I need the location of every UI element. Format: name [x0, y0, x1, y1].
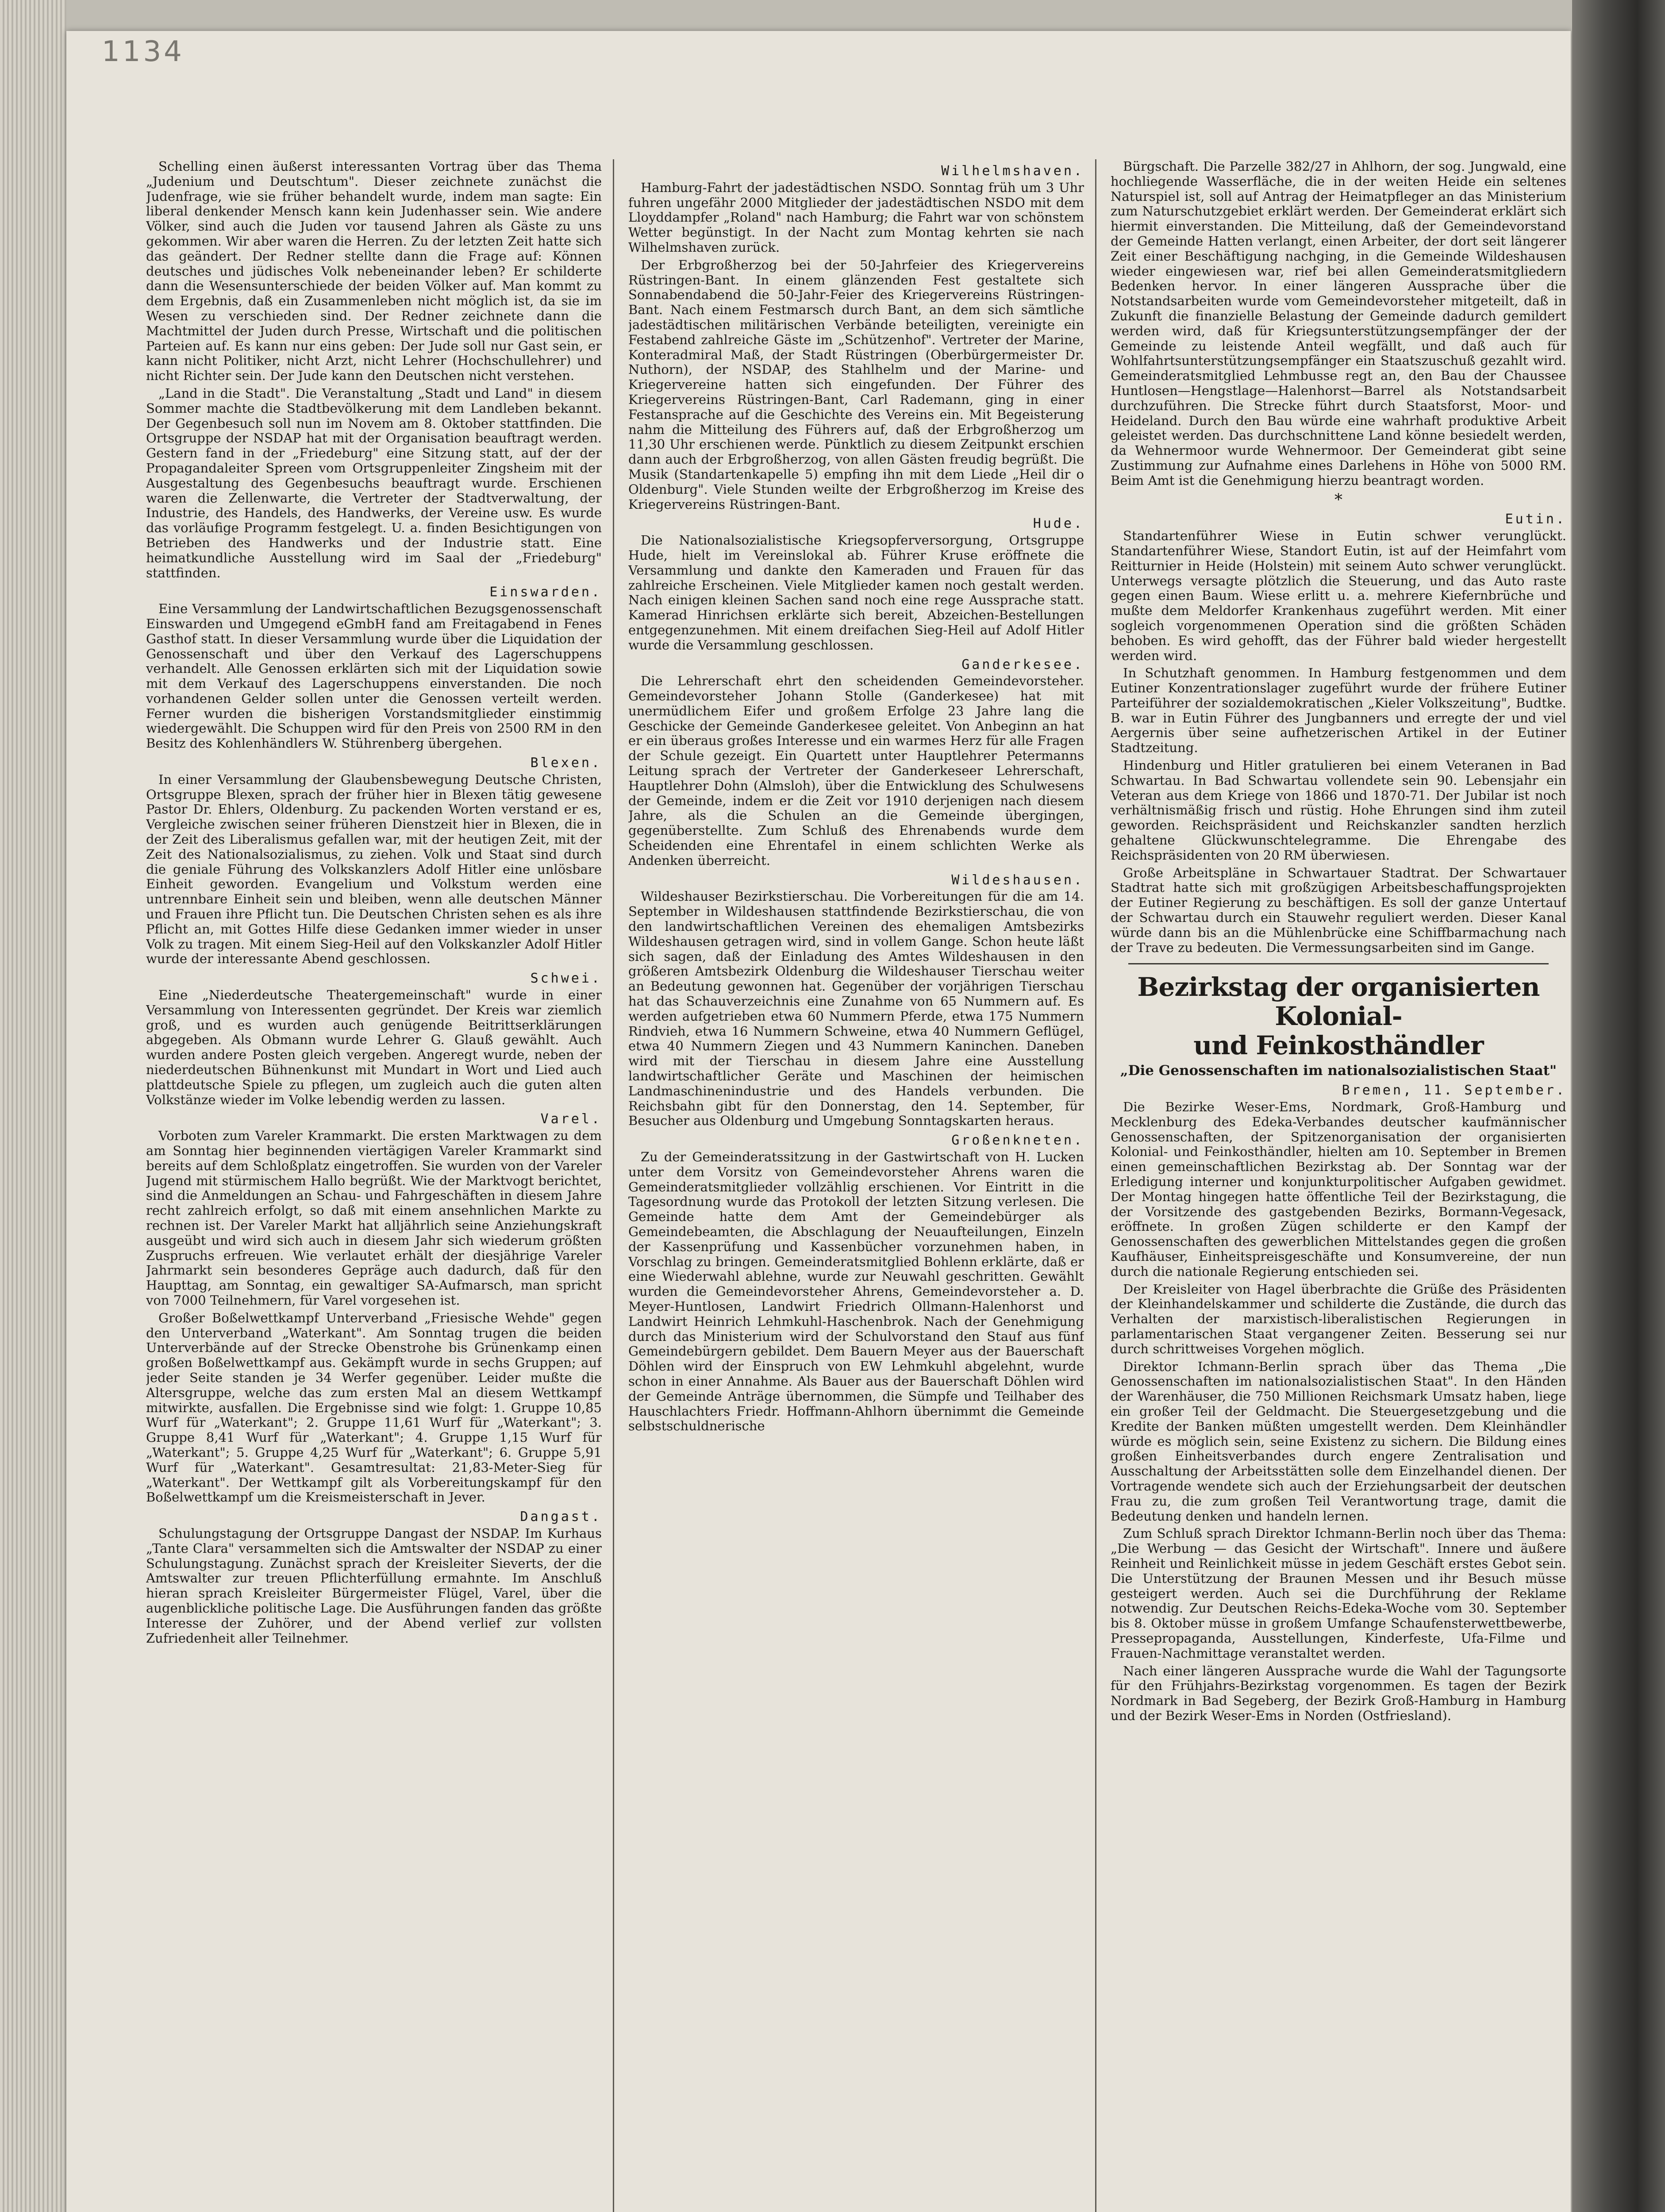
subheadline-genossenschaften: „Die Genossenschaften im nationalsozialistischen Staat"	[1120, 1063, 1557, 1079]
article-hindenburg: Hindenburg und Hitler gratulieren bei einem Veteranen in Bad Schwartau. In Bad Schwartau vollendete sein 90. Lebensjahr ein Veteran aus dem Kriege von 1866 und 1870-71. Der Jubilar ist noch verhältnismäßig frisch und rüstig. Hohe Ehrungen sind ihm zuteil geworden. Reichspräsident und Reichskanzler sandten herzlich gehaltene Glückwunschtelegramme. Die Ehrengabe des Reichspräsidenten von 20 RM überwiesen.	[1111, 758, 1566, 863]
headline-line-2: und Feinkosthändler	[1193, 1030, 1484, 1061]
dateline-schwei: Schwei.	[530, 971, 602, 987]
article-judentum: Schelling einen äußerst interessanten Vortrag über das Thema „Judenium und Deutschtum". Dieser zeichnete zunächst die Judenfrage, wie sie früher behandelt wurde, indem man sagte: Ein liberal denkender Mensch kann kein Judenhasser sein. Wie andere Völker, sind auch die Juden vor tausend Jahren als Gäste zu uns gekommen. Wir aber waren die Herren. Zu der letzten Zeit hatte sich das geändert. Der Redner stellte dann die Frage auf: Können deutsches und jüdisches Volk nebeneinander leben? Er schilderte dann die Wesensunterschiede der beiden Völker auf. Man kommt zu dem Ergebnis, daß ein Zusammenleben nicht möglich ist, da sie im Wesen zu verschieden sind. Der Redner zeichnete dann die Machtmittel der Juden durch Presse, Wirtschaft und die politischen Parteien auf. Es kann nur eins geben: Der Jude soll nur Gast sein, er kann nicht Politiker, nicht Arzt, nicht Lehrer (Hochschullehrer) und nicht Richter sein. Der Jude kann den Deutschen nicht verstehen.	[146, 159, 602, 384]
article-bremen-2: Der Kreisleiter von Hagel überbrachte die Grüße des Präsidenten der Kleinhandelskammer und schilderte die Zustände, die durch das Verhalten der marxistisch-liberalistischen Regierungen in parlamentarischen Staat vergangener Zeiten. Besserung sei nur durch schrittweises Vorgehen möglich.	[1111, 1281, 1566, 1356]
article-buergschaft: Bürgschaft. Die Parzelle 382/27 in Ahlhorn, der sog. Jungwald, eine hochliegende Wasserfläche, die in der weiten Heide ein seltenes Naturspiel ist, soll auf Antrag der Heimatpfleger an das Ministerium zum Naturschutzgebiet erklärt werden. Der Gemeinderat erklärt sich hiermit einverstanden. Die Mitteilung, daß der Gemeindevorstand der Gemeinde Hatten verlangt, einen Arbeiter, der dort seit längerer Zeit einer Beschäftigung nachging, in die Gemeinde Wildeshausen wieder eingewiesen war, rief bei allen Gemeinderatsmitgliedern Bedenken hervor. In einer längeren Aussprache über die Notstandsarbeiten wurde vom Gemeindevorsteher mitgeteilt, daß in Zukunft die finanzielle Belastung der Gemeinde dadurch gemildert werden wird, daß für Kriegsunterstützungsempfänger der der Gemeinde zu leistende Anteil wegfällt, und daß auch für Wohlfahrtsunterstützungsempfänger ein Staatszuschuß gezahlt wird. Gemeinderatsmitglied Lehmbusse regt an, den Bau der Chaussee Huntlosen—Hengstlage—Halenhorst—Barrel als Notstandsarbeit durchzuführen. Die Strecke führt durch Staatsforst, Moor- und Heideland. Durch den Bau würde eine wahrhaft produktive Arbeit geleistet werden. Das durchschnittene Land könne besiedelt werden, da Wehnermoor wurde Wehnermoor. Der Gemeinderat gibt seine Zustimmung zur Aufnahme eines Darlehens in Höhe von 5000 RM. Beim Amt ist die Genehmigung hierzu beantragt worden.	[1111, 159, 1566, 488]
article-dangast: Schulungstagung der Ortsgruppe Dangast der NSDAP. Im Kurhaus „Tante Clara" versammelten sich die Amtswalter der NSDAP zu einer Schulungstagung. Zunächst sprach der Kreisleiter Sieverts, der die Amtswalter zur treuen Pflichterfüllung ermahnte. Im Anschluß hieran sprach Kreisleiter Bürgermeister Flügel, Varel, über die augenblickliche politische Lage. Die Ausführungen fanden das größte Interesse der Zuhörer, und der Abend verlief zur vollsten Zufriedenheit aller Teilnehmer.	[146, 1525, 602, 1646]
dateline-dangast: Dangast.	[520, 1509, 602, 1525]
dateline-wildeshausen: Wildeshausen.	[951, 872, 1084, 888]
headline-separator	[1128, 963, 1549, 964]
article-bremen-3: Direktor Ichmann-Berlin sprach über das Thema „Die Genossenschaften im nationalsozialistischen Staat". In den Händen der Warenhäuser, die 750 Millionen Reichsmark Umsatz haben, liege ein großer Teil der Geldmacht. Die Steuergesetzgebung und die Kredite der Banken müßten umgestellt werden. Dem Kleinhändler würde es möglich sein, seine Existenz zu sichern. Die Bildung eines großen Einheitsverbandes durch engere Zentralisation und Ausschaltung der Arbeitsstätten solle dem Einzelhandel dienen. Der Vortragende wendete sich auch der Erziehungsarbeit der deutschen Frau zu, die zum großen Teil Verantwortung trage, damit die Bedeutung denken und handeln lernen.	[1111, 1359, 1566, 1524]
article-hamburg-fahrt: Hamburg-Fahrt der jadestädtischen NSDO. Sonntag früh um 3 Uhr fuhren ungefähr 2000 Mitglieder der jadestädtischen NSDO mit dem Lloyddampfer „Roland" nach Hamburg; die Fahrt war von schönstem Wetter begünstigt. In der Nacht zum Montag kehrten sie nach Wilhelmshaven zurück.	[628, 180, 1084, 255]
article-schwei: Eine „Niederdeutsche Theatergemeinschaft" wurde in einer Versammlung von Interessenten gegründet. Der Kreis war ziemlich groß, und es wurden auch genügende Beitrittserklärungen abgegeben. Als Obmann wurde Lehrer G. Glauß gewählt. Auch wurden andere Posten gleich vergeben. Angeregt wurde, neben der niederdeutschen Bühnenkunst mit Mundart in Wort und Lied auch plattdeutsche Spiele zu pflegen, um zugleich auch die guten alten Volkstänze wieder im Volke lebendig werden zu lassen.	[146, 987, 602, 1107]
article-grossenkneten: Zu der Gemeinderatssitzung in der Gastwirtschaft von H. Lucken unter dem Vorsitz von Gemeindevorsteher Ahrens waren die Gemeinderatsmitglieder vollzählig erschienen. Vor Eintritt in die Tagesordnung wurde das Protokoll der letzten Sitzung verlesen. Die Gemeinde hatte dem Amt der Gemeindebürger als Gemeindebeamten, die Abschlagung der Neuaufteilungen, Einzeln der Kassenprüfung und Kassenbücher vorzunehmen haben, in Vorschlag zu bringen. Gemeinderatsmitglied Bohlenn erklärte, daß er eine Wiederwahl ablehne, wurde zur Neuwahl geschritten. Gewählt wurden die Gemeindevorsteher Ahrens, Gemeindevorsteher a. D. Meyer-Huntlosen, Landwirt Friedrich Ollmann-Halenhorst und Landwirt Heinrich Lehmkuhl-Haschenbrok. Nach der Genehmigung durch das Ministerium wird der Schulvorstand den Stauf aus fünf Gemeindebürgern gebildet. Dem Bauern Meyer aus der Bauerschaft Döhlen wird der Einspruch von EW Lehmkuhl abgelehnt, wurde schon in einer Annahme. Als Bauer aus der Bauerschaft Döhlen wird der Gemeinde Anträge übernommen, die Sümpfe und Teilhaber des Hauschlachters Friedr. Hoffmann-Ahlhorn übernimmt die Gemeinde selbstschuldnerische	[628, 1149, 1084, 1434]
article-ganderkesee: Die Lehrerschaft ehrt den scheidenden Gemeindevorsteher. Gemeindevorsteher Johann Stolle (Ganderkesee) hat mit unermüdlichem Eifer und großem Erfolge 23 Jahre lang die Geschicke der Gemeinde Ganderkesee geleitet. Von Anbeginn an hat er ein überaus großes Interesse und ein warmes Herz für alle Fragen der Schule gezeigt. Ein Quartett unter Hauptlehrer Petermanns Leitung sprach der Vertreter der Ganderkeseer Lehrerschaft, Hauptlehrer Dohn (Almsloh), über die Entwicklung des Schulwesens der Gemeinde, indem er die Zeit vor 1910 derjenigen nach diesem Jahre, als die Schulen an die Gemeinde übergingen, gegenüberstellte. Zum Schluß des Ehrenabends wurde dem Scheidenden eine Ehrentafel in einem schlichten Werke als Andenken überreicht.	[628, 673, 1084, 868]
article-wildeshausen: Wildeshauser Bezirkstierschau. Die Vorbereitungen für die am 14. September in Wildeshausen stattfindende Bezirkstierschau, die von den landwirtschaftlichen Vereinen des ehemaligen Amtsbezirks Wildeshausen getragen wird, sind in vollem Gange. Schon heute läßt sich sagen, daß der Einladung des Amtes Wildeshausen in den größeren Amtsbezirk Oldenburg die Wildeshauser Tierschau weiter an Bedeutung gewonnen hat. Gegenüber der vorjährigen Tierschau hat das Schauverzeichnis eine Zunahme von 65 Nummern auf. Es werden aufgetrieben etwa 60 Nummern Pferde, etwa 175 Nummern Rindvieh, etwa 16 Nummern Schweine, etwa 40 Nummern Geflügel, etwa 40 Nummern Ziegen und 43 Nummern Kaninchen. Daneben wird mit der Tierschau in diesem Jahre eine Ausstellung landwirtschaftlicher Geräte und Maschinen der heimischen Landmaschinenindustrie und des Handels verbunden. Die Reichsbahn gibt für den Donnerstag, den 14. September, für Besucher aus Oldenburg und Umgebung Sonntagskarten heraus.	[628, 889, 1084, 1129]
article-schutzhaft: In Schutzhaft genommen. In Hamburg festgenommen und dem Eutiner Konzentrationslager zugeführt wurde der frühere Eutiner Parteiführer der sozialdemokratischen „Kieler Volkszeitung", Budtke. B. war in Eutin Führer des Jungbanners und erregte der und viel Aergernis über seine aufhetzerischen Artikel in der Eutiner Stadtzeitung.	[1111, 665, 1566, 756]
article-bosseln: Großer Boßelwettkampf Unterverband „Friesische Wehde" gegen den Unterverband „Waterkant". Am Sonntag trugen die beiden Unterverbände auf der Strecke Obenstrohe bis Grünenkamp einen großen Boßelwettkampf aus. Gekämpft wurde in sechs Gruppen; auf jeder Seite standen je 34 Werfer gegenüber. Leider mußte die Altersgruppe, welche das zum ersten Mal an diesem Wettkampf mitwirkte, ausfallen. Die Ergebnisse sind wie folgt: 1. Gruppe 10,85 Wurf für „Waterkant"; 2. Gruppe 11,61 Wurf für „Waterkant"; 3. Gruppe 8,41 Wurf für „Waterkant"; 4. Gruppe 1,15 Wurf für „Waterkant"; 5. Gruppe 4,25 Wurf für „Waterkant"; 6. Gruppe 5,91 Wurf für „Waterkant". Gesamtresultat: 21,83-Meter-Sieg für „Waterkant". Der Wettkampf gilt als Vorbereitungskampf für den Boßelwettkampf um die Kreismeisterschaft in Jever.	[146, 1310, 602, 1505]
dateline-eutin: Eutin.	[1505, 511, 1566, 527]
column-rule-2	[1095, 159, 1096, 2212]
column-3	[1111, 159, 1566, 2212]
dateline-einswarden: Einswarden.	[489, 584, 602, 600]
column-2	[628, 159, 1084, 2212]
article-varel: Vorboten zum Vareler Krammarkt. Die ersten Marktwagen zu dem am Sonntag hier beginnenden viertägigen Vareler Krammarkt sind bereits auf dem Schloßplatz eingetroffen. Sie wurden von der Vareler Jugend mit stürmischem Hallo begrüßt. Wie der Marktvogt berichtet, sind die Anmeldungen an Schau- und Fahrgeschäften in diesem Jahre recht zahlreich erfolgt, so daß mit einem ansehnlichen Markte zu rechnen ist. Der Vareler Markt hat alljährlich seine Anziehungskraft ausgeübt und wird sich auch in diesem Jahr sich wiederum größten Zuspruchs erfreuen. Wie verlautet erhält der diesjährige Vareler Jahrmarkt sein besonderes Gepräge auch dadurch, daß für den Haupttag, am Sonntag, ein gewaltiger SA-Aufmarsch, man spricht von 7000 Teilnehmern, für Varel vorgesehen ist.	[146, 1128, 602, 1308]
dateline-bremen: Bremen, 11. September.	[1342, 1083, 1566, 1098]
dateline-grossenkneten: Großenkneten.	[951, 1133, 1084, 1148]
headline-line-1: Bezirkstag der organisierten Kolonial-	[1137, 972, 1540, 1032]
dateline-blexen: Blexen.	[530, 755, 602, 771]
article-blexen: In einer Versammlung der Glaubensbewegung Deutsche Christen, Ortsgruppe Blexen, sprach der früher hier in Blexen tätig gewesene Pastor Dr. Ehlers, Oldenburg. Zu packenden Worten verstand er es, Vergleiche zwischen seiner früheren Dienstzeit hier in Blexen, die in der Zeit des Liberalismus gefallen war, mit der heutigen Zeit, mit der Zeit des Nationalsozialismus, zu ziehen. Volk und Staat sind durch die geniale Führung des Volkskanzlers Adolf Hitler eine unlösbare Einheit geworden. Evangelium und Volkstum werden eine untrennbare Einheit sein und bleiben, wenn alle deutschen Männer und Frauen ihre Pflicht tun. Die Deutschen Christen sehen es als ihre Pflicht an, mit Gottes Hilfe diese Gedanken immer wieder in unser Volk zu tragen. Mit einem Sieg-Heil auf den Volkskanzler Adolf Hitler wurde der interessante Abend geschlossen.	[146, 772, 602, 967]
book-binding-edge	[1572, 0, 1665, 2212]
article-hude: Die Nationalsozialistische Kriegsopferversorgung, Ortsgruppe Hude, hielt im Vereinslokal ab. Führer Kruse eröffnete die Versammlung und dankte den Kameraden und Frauen für das zahlreiche Erscheinen. Viele Mitglieder kamen noch gestalt werden. Nach einigen kleinen Sachen sand noch eine rege Aussprache statt. Kamerad Hinrichsen erklärte sich bereit, Abzeichen-Bestellungen entgegenzunehmen. Mit einem dreifachen Sieg-Heil auf Adolf Hitler wurde die Versammlung geschlossen.	[628, 533, 1084, 653]
article-einswarden: Eine Versammlung der Landwirtschaftlichen Bezugsgenossenschaft Einswarden und Umgegend eGmbH fand am Freitagabend in Fenes Gasthof statt. In dieser Versammlung wurde über die Liquidation der Genossenschaft und über den Verkauf des Lagerschuppens verhandelt. Alle Genossen erklärten sich mit der Liquidation sowie mit dem Verkauf des Lagerschuppens einverstanden. Die noch vorhandenen Gelder sollen unter die Genossen verteilt werden. Ferner wurden die bisherigen Vorstandsmitglieder einstimmig wiedergewählt. Die Schuppen wird für den Preis von 2500 RM in den Besitz des Kohlenhändlers W. Stührenberg übergehen.	[146, 601, 602, 751]
article-land-in-die-stadt: „Land in die Stadt". Die Veranstaltung „Stadt und Land" in diesem Sommer machte die Stadtbevölkerung mit dem Landleben bekannt. Der Gegenbesuch soll nun im Novem am 8. Oktober stattfinden. Die Ortsgruppe der NSDAP hat mit der Organisation beauftragt werden. Gestern fand in der „Friedeburg" eine Sitzung statt, auf der der Propagandaleiter Spreen vom Ortsgruppenleiter Zingsheim mit der Ausgestaltung des Gegenbesuchs beauftragt wurde. Erschienen waren die Zellenwarte, die Vertreter der Stadtverwaltung, der Industrie, des Handels, des Handwerks, der Vereine usw. Es wurde das vorläufige Programm festgelegt. U. a. finden Besichtigungen von Betrieben des Handwerks und der Industrie statt. Eine heimatkundliche Ausstellung wird im Saal der „Friedeburg" stattfinden.	[146, 385, 602, 580]
headline-bezirkstag	[1111, 972, 1566, 1060]
article-erbgrossherzog: Der Erbgroßherzog bei der 50-Jahrfeier des Kriegervereins Rüstringen-Bant. In einem glänzenden Fest gestaltete sich Sonnabendabend die 50-Jahr-Feier des Kriegervereins Rüstringen-Bant. Nach einem Festmarsch durch Bant, an dem sich sämtliche jadestädtischen militärischen Verbände beteiligten, vereinigte ein Festabend zahlreiche Gäste im „Schützenhof". Vertreter der Marine, Konteradmiral Maß, der Stadt Rüstringen (Oberbürgermeister Dr. Nuthorn), der NSDAP, des Stahlhelm und der Marine- und Kriegervereine hatten sich eingefunden. Der Führer des Kriegervereins Rüstringen-Bant, Carl Rademann, ging in einer Festansprache auf die Geschichte des Vereins ein. Mit Begeisterung nahm die Mitteilung des Führers auf, daß der Erbgroßherzog um 11,30 Uhr erschienen werde. Pünktlich zu diesem Zeitpunkt erschien dann auch der Erbgroßherzog, von allen Gästen freudig begrüßt. Die Musik (Standartenkapelle 5) empfing ihn mit dem Liede „Heil dir o Oldenburg". Viele Stunden weilte der Erbgroßherzog im Kreise des Kriegervereins Rüstringen-Bant.	[628, 257, 1084, 512]
column-rule-1	[613, 159, 614, 2212]
dateline-varel: Varel.	[540, 1111, 602, 1127]
article-eutin: Standartenführer Wiese in Eutin schwer verunglückt. Standartenführer Wiese, Standort Eutin, ist auf der Heimfahrt vom Reitturnier in Heide (Holstein) mit seinem Auto schwer verunglückt. Unterwegs versagte plötzlich die Steuerung, und das Auto raste gegen einen Baum. Wiese erlitt u. a. mehrere Kiefernbrüche und mußte dem Meldorfer Krankenhaus zugeführt werden. Mit einer sogleich vorgenommenen Operation sind die größten Schäden behoben. Es wird gehofft, das der Führer bald wieder hergestellt werden wird.	[1111, 528, 1566, 663]
section-star: *	[1334, 491, 1342, 509]
column-1	[146, 159, 602, 2212]
article-bremen-1: Die Bezirke Weser-Ems, Nordmark, Groß-Hamburg und Mecklenburg des Edeka-Verbandes deutscher kaufmännischer Genossenschaften, der Spitzenorganisation der organisierten Kolonial- und Feinkosthändler, hielten am 10. September in Bremen einen gemeinschaftlichen Bezirkstag ab. Der Sonntag war der Erledigung interner und konjunkturpolitischer Aufgaben gewidmet. Der Montag hingegen hatte öffentliche Teil der Bezirkstagung, die der Vorsitzende des gastgebenden Bezirks, Bormann-Vegesack, eröffnete. In großen Zügen schilderte er den Kampf der Genossenschaften des gewerblichen Mittelstandes gegen die großen Kaufhäuser, Einheitspreisgeschäfte und Konsumvereine, der nun durch die nationale Regierung entschieden sei.	[1111, 1099, 1566, 1279]
article-bremen-5: Nach einer längeren Aussprache wurde die Wahl der Tagungsorte für den Frühjahrs-Bezirkstag vorgenommen. Es tagen der Bezirk Nordmark in Bad Segeberg, der Bezirk Groß-Hamburg in Hamburg und der Bezirk Weser-Ems in Norden (Ostfriesland).	[1111, 1663, 1566, 1723]
dateline-ganderkesee: Ganderkesee.	[961, 657, 1084, 672]
article-arbeitsplaene: Große Arbeitspläne in Schwartauer Stadtrat. Der Schwartauer Stadtrat hatte sich mit großzügigen Arbeitsbeschaffungsprojekten der Eutiner Regierung zu beschäftigen. Es soll der ganze Untertauf der Schwartau durch ein Stauwehr reguliert werden. Dieser Kanal würde dann bis an die Mühlenbrücke eine Schiffbarmachung nach der Trave zu bedeuten. Die Vermessungsarbeiten sind im Gange.	[1111, 865, 1566, 955]
archive-page-number: 1134	[102, 35, 185, 68]
dateline-hude: Hude.	[1033, 516, 1084, 532]
article-bremen-4: Zum Schluß sprach Direktor Ichmann-Berlin noch über das Thema: „Die Werbung — das Gesicht der Wirtschaft". Innere und äußere Reinheit und Reinlichkeit müsse in jedem Geschäft erstes Gebot sein. Die Unterstützung der Braunen Messen und ihr Besuch müsse gesteigert werden. Auch sei die Durchführung der Reklame notwendig. Zur Deutschen Reichs-Edeka-Woche vom 30. September bis 8. Oktober müsse in großem Umfange Schaufensterwettbewerbe, Pressepropaganda, Ausstellungen, Kinderfeste, Ufa-Filme und Frauen-Nachmittage veranstaltet werden.	[1111, 1526, 1566, 1661]
dateline-wilhelmshaven: Wilhelmshaven.	[941, 163, 1084, 179]
page-stack-edge	[0, 0, 66, 2212]
